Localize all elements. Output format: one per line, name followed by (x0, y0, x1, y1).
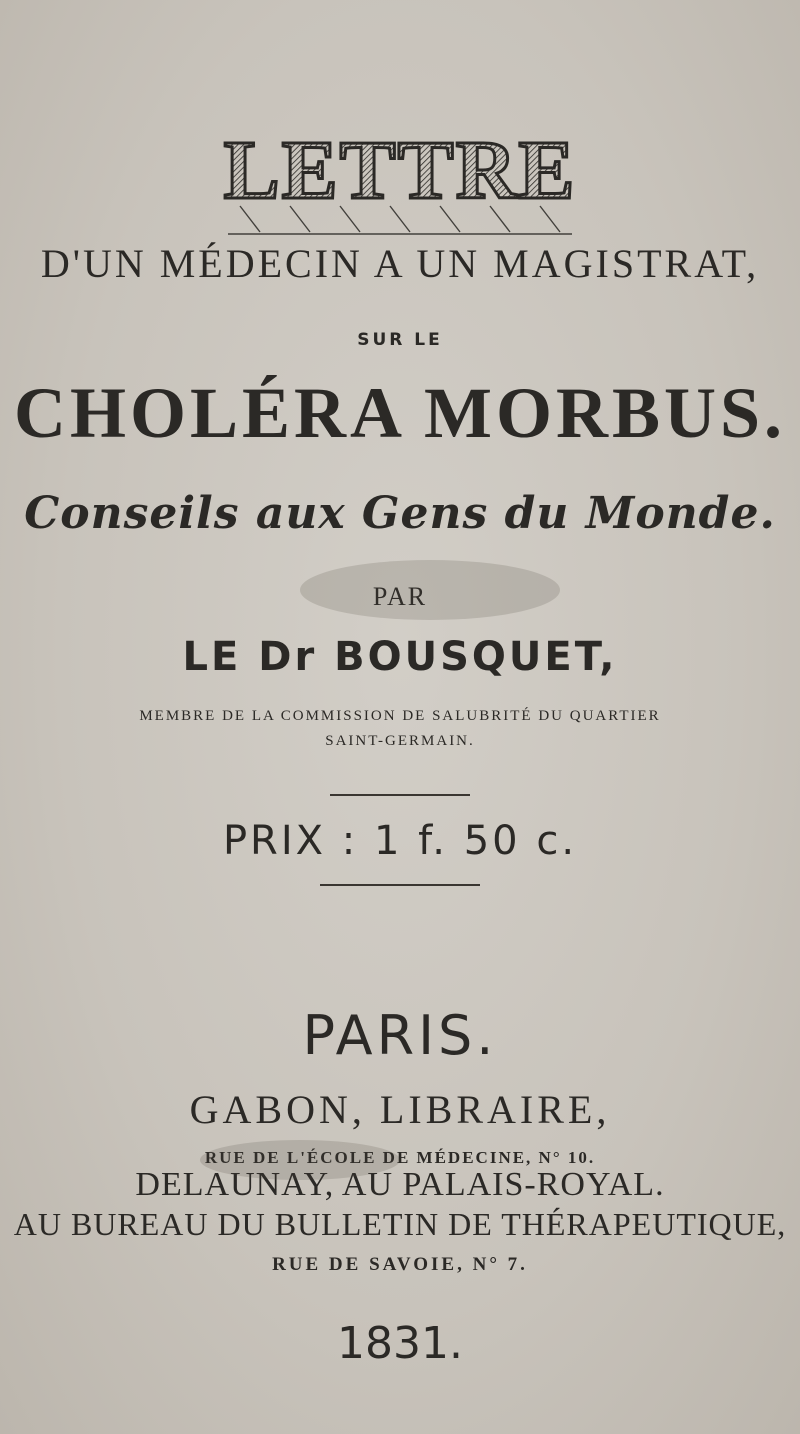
divider-rule (320, 884, 480, 886)
author-title-line2: SAINT-GERMAIN. (325, 733, 475, 749)
publisher-bulletin-address: RUE DE SAVOIE, N° 7. (272, 1254, 528, 1275)
disease-title: CHOLÉRA MORBUS. (13, 373, 787, 453)
paper-stain (200, 1140, 400, 1180)
city: PARIS. (302, 1004, 498, 1067)
decorative-title-art (220, 128, 580, 238)
title-word: LETTRE (223, 128, 577, 217)
paper-stain (300, 560, 560, 620)
author-name: LE Dr BOUSQUET, (182, 634, 618, 680)
publisher-gabon: GABON, LIBRAIRE, (189, 1087, 611, 1132)
author-title-line1: MEMBRE DE LA COMMISSION DE SALUBRITÉ DU QUARTIER (139, 708, 661, 724)
publisher-bulletin: AU BUREAU DU BULLETIN DE THÉRAPEUTIQUE, (13, 1206, 787, 1242)
subtitle: D'UN MÉDECIN A UN MAGISTRAT, (40, 241, 760, 286)
price: PRIX : 1 f. 50 c. (222, 818, 578, 864)
advice-line: Conseils aux Gens du Monde. (24, 488, 776, 539)
decorative-title (0, 128, 800, 238)
par-label: PAR (372, 582, 428, 611)
year: 1831. (337, 1318, 463, 1369)
publisher-delaunay: DELAUNAY, AU PALAIS-ROYAL. (135, 1166, 665, 1203)
publisher-gabon-address: RUE DE L'ÉCOLE DE MÉDECINE, N° 10. (204, 1148, 596, 1167)
sur-le: SUR LE (357, 330, 443, 350)
divider-rule (330, 794, 470, 796)
